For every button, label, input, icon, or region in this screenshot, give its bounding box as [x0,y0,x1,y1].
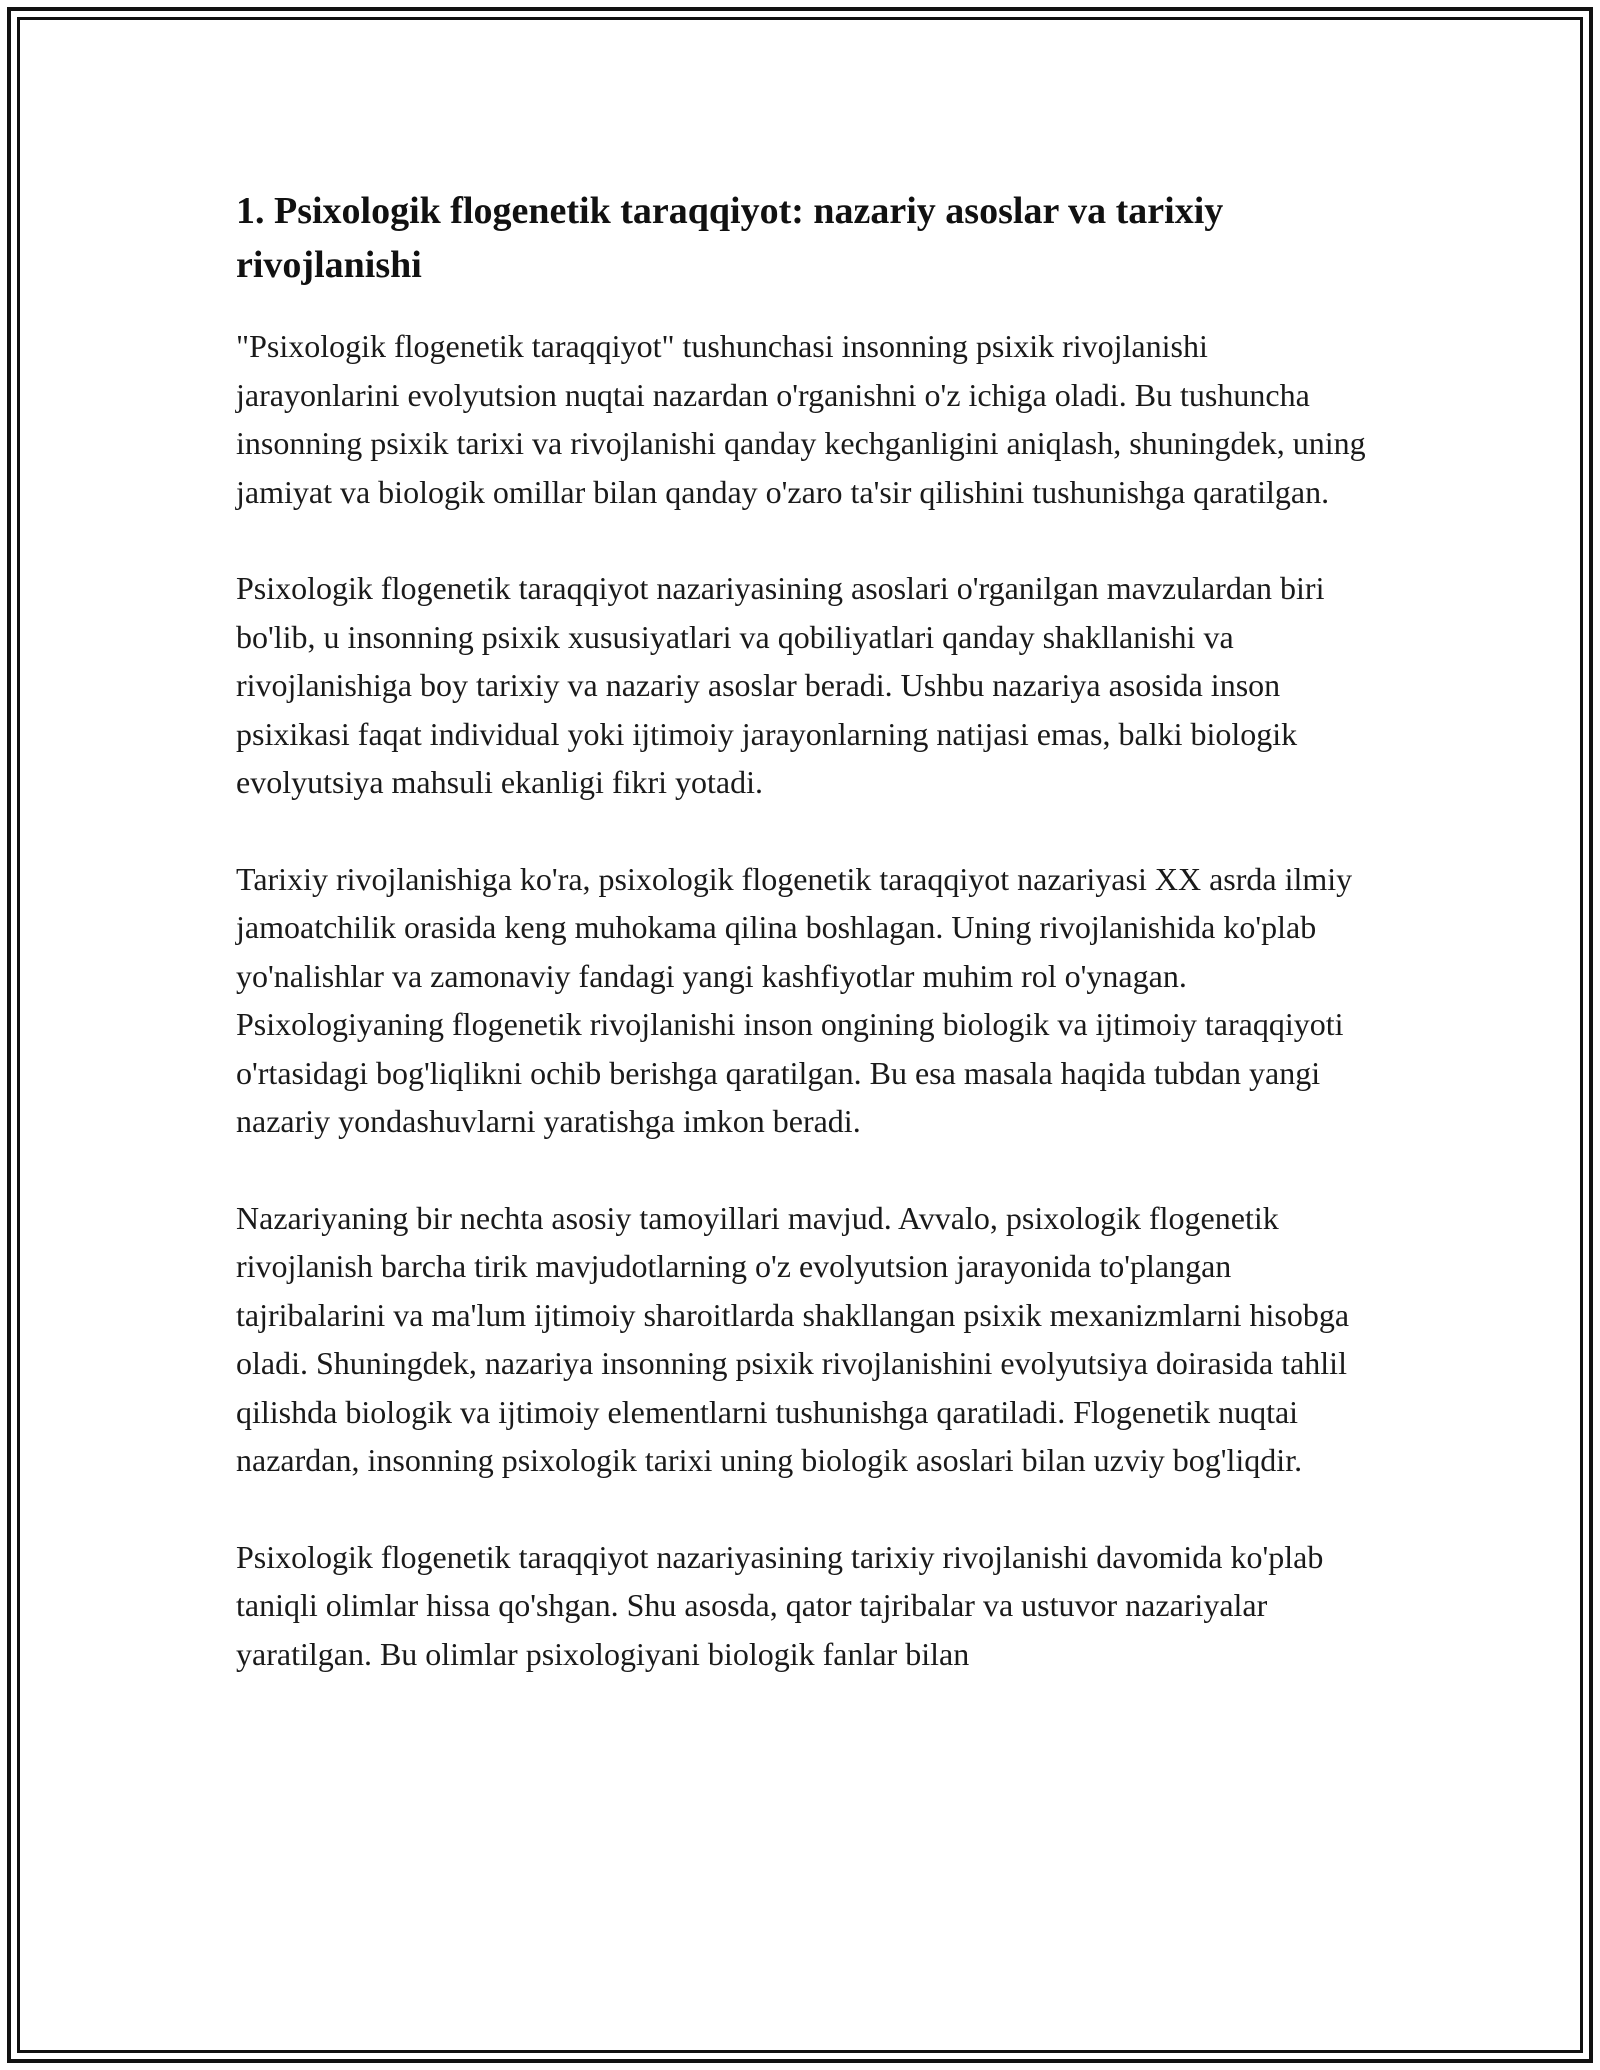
document-body [236,184,1366,1678]
paragraph-4: Nazariyaning bir nechta asosiy tamoyillari mavjud. Avvalo, psixologik flogenetik rivojlanish barcha tirik mavjudotlarning o'z evolyutsion jarayonida to'plangan tajribalarini va ma'lum ijtimoiy sharoitlarda shakllangan psixik mexanizmlarni hisobga oladi. Shuningdek, nazariya insonning psixik rivojlanishini evolyutsiya doirasida tahlil qilishda biologik va ijtimoiy elementlarni tushunishga qaratiladi. Flogenetik nuqtai nazardan, insonning psixologik tarixi uning biologik asoslari bilan uzviy bog'liqdir. [236,1199,1350,1478]
section-heading: 1. Psixologik flogenetik taraqqiyot: nazariy asoslar va tarixiy rivojlanishi [236,190,1224,286]
paragraph-1: "Psixologik flogenetik taraqqiyot" tushunchasi insonning psixik rivojlanishi jarayonlarini evolyutsion nuqtai nazardan o'rganishni o'z ichiga oladi. Bu tushuncha insonning psixik tarixi va rivojlanishi qanday kechganligini aniqlash, shuningdek, uning jamiyat va biologik omillar bilan qanday o'zaro ta'sir qilishini tushunishga qaratilgan. [236,328,1366,510]
paragraph-5: Psixologik flogenetik taraqqiyot nazariyasining tarixiy rivojlanishi davomida ko'plab taniqli olimlar hissa qo'shgan. Shu asosda, qator tajribalar va ustuvor nazariyalar yaratilgan. Bu olimlar psixologiyani biologik fanlar bilan [236,1538,1324,1672]
paragraph-3: Tarixiy rivojlanishiga ko'ra, psixologik flogenetik taraqqiyot nazariyasi XX asrda ilmiy jamoatchilik orasida keng muhokama qilina boshlagan. Uning rivojlanishida ko'plab yo'nalishlar va zamonaviy fandagi yangi kashfiyotlar muhim rol o'ynagan. Psixologiyaning flogenetik rivojlanishi inson ongining biologik va ijtimoiy taraqqiyoti o'rtasidagi bog'liqlikni ochib berishga qaratilgan. Bu esa masala haqida tubdan yangi nazariy yondashuvlarni yaratishga imkon beradi. [236,860,1353,1139]
paragraph-2: Psixologik flogenetik taraqqiyot nazariyasining asoslari o'rganilgan mavzulardan biri bo'lib, u insonning psixik xususiyatlari va qobiliyatlari qanday shakllanishi va rivojlanishiga boy tarixiy va nazariy asoslar beradi. Ushbu nazariya asosida inson psixikasi faqat individual yoki ijtimoiy jarayonlarning natijasi emas, balki biologik evolyutsiya mahsuli ekanligi fikri yotadi. [236,570,1325,800]
